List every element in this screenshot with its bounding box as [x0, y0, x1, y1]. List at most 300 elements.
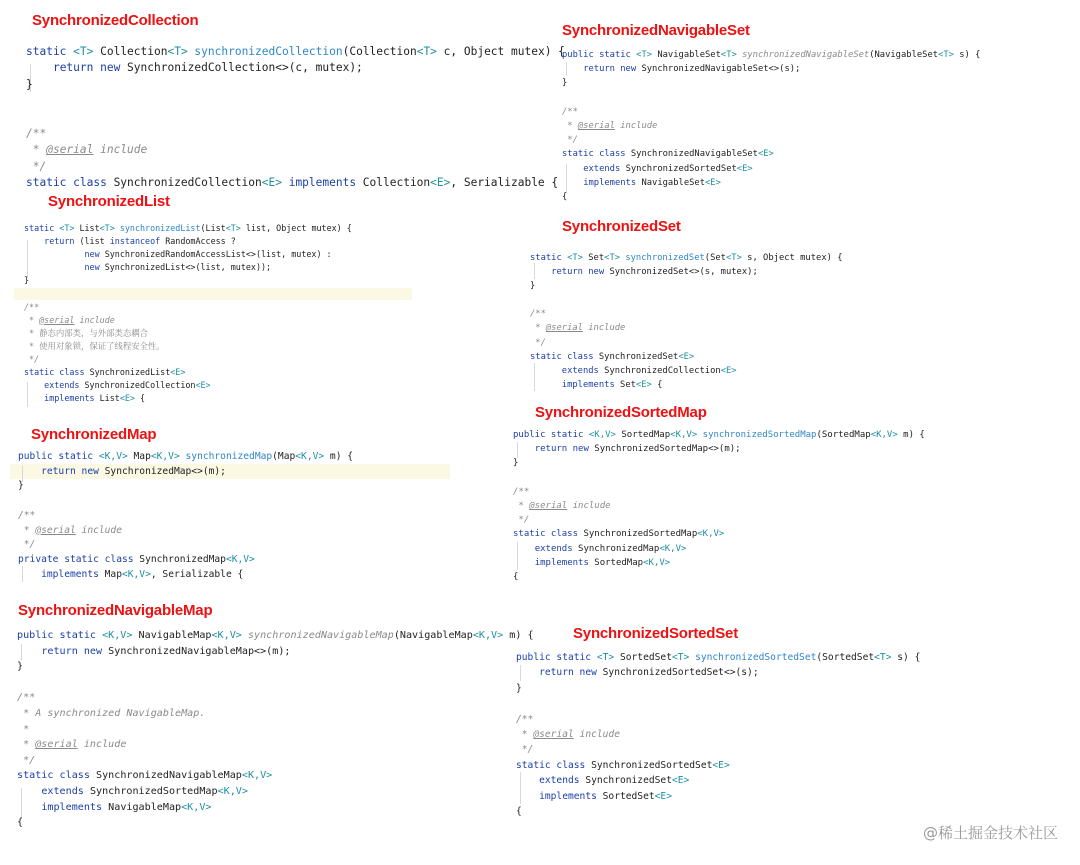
code-token: <T>: [225, 223, 241, 233]
code-token: }: [17, 661, 24, 673]
code-token: extends: [583, 163, 626, 174]
code-token: include: [573, 729, 620, 741]
code-token: <T>: [99, 223, 120, 233]
code-line: [562, 48, 980, 62]
code-token: SynchronizedSortedSet: [591, 759, 713, 771]
block-synchronized-sorted-map: [513, 404, 983, 584]
code-token: return new: [534, 444, 595, 455]
code-line: [18, 509, 353, 524]
code-line: [24, 340, 352, 353]
code-listing: [513, 428, 925, 584]
code-line: [26, 60, 565, 76]
code-token: */: [530, 337, 546, 348]
code-line: [24, 287, 352, 300]
code-token: include: [74, 314, 115, 325]
code-token: <T>: [874, 652, 892, 663]
code-token: <K,V>: [98, 451, 134, 462]
code-token: list, Object mutex) {: [240, 223, 352, 233]
code-token: synchronizedSet: [625, 253, 705, 263]
code-listing: [562, 48, 980, 204]
code-token: @serial: [35, 739, 78, 751]
code-token: SynchronizedSortedSet: [625, 163, 737, 174]
code-token: @serial: [46, 143, 94, 157]
code-token: include: [582, 323, 626, 334]
code-line: [513, 485, 925, 499]
code-token: return new: [41, 645, 109, 657]
code-token: {: [651, 379, 663, 390]
code-token: [24, 236, 44, 246]
code-line: [17, 659, 534, 675]
code-token: , Serializable {: [150, 568, 244, 580]
code-token: Map: [104, 568, 122, 580]
code-token: return: [44, 236, 80, 247]
code-token: @serial: [529, 501, 568, 512]
code-token: extends: [41, 785, 90, 797]
code-token: */: [18, 539, 36, 551]
code-line: [26, 142, 565, 158]
code-token: synchronizedCollection: [194, 45, 343, 58]
code-token: m) {: [324, 451, 354, 462]
code-line: [530, 321, 843, 335]
code-line: [24, 274, 352, 287]
code-token: extends: [539, 775, 586, 787]
code-line: [516, 681, 920, 696]
code-token: implements: [539, 790, 603, 802]
code-token: (List: [200, 223, 226, 233]
code-token: [24, 262, 85, 272]
code-line: [530, 378, 843, 392]
code-token: <E>: [757, 149, 774, 160]
code-token: public static: [18, 451, 99, 462]
code-token: synchronizedSortedMap: [702, 430, 817, 440]
code-token: <T>: [416, 45, 437, 58]
code-token: SynchronizedSortedMap: [583, 529, 698, 540]
code-token: NavigableSet: [657, 50, 721, 60]
block-synchronized-collection: [26, 12, 566, 190]
code-token: implements: [288, 176, 363, 190]
code-line: [516, 665, 920, 680]
code-token: <E>: [671, 775, 690, 787]
code-line: [17, 753, 534, 769]
code-token: SynchronizedSet: [585, 775, 672, 787]
code-token: [530, 380, 562, 390]
code-token: m) {: [503, 630, 534, 641]
code-token: (Collection: [342, 45, 417, 58]
code-token: [24, 380, 44, 390]
code-token: *: [24, 327, 40, 338]
code-token: implements: [41, 568, 105, 580]
code-token: instanceof: [109, 236, 166, 247]
code-line: [516, 696, 920, 711]
section-title: SynchronizedSortedMap: [535, 404, 707, 421]
code-line: [26, 44, 565, 60]
code-token: SynchronizedCollection: [84, 380, 196, 391]
code-token: static: [26, 45, 74, 58]
code-token: [516, 775, 539, 786]
code-token: <E>: [170, 367, 186, 378]
code-listing: [26, 44, 568, 192]
code-token: *: [562, 121, 578, 132]
block-synchronized-navigable-map: [17, 602, 557, 837]
code-token: <K,V>: [588, 430, 622, 440]
code-listing: [17, 628, 534, 831]
code-token: static class: [516, 759, 592, 771]
code-token: SortedSet: [619, 652, 672, 663]
code-line: [562, 62, 980, 76]
code-token: SynchronizedCollection<>(c, mutex);: [127, 61, 363, 75]
code-token: extends: [44, 380, 85, 391]
code-token: <K,V>: [697, 529, 725, 540]
code-token: NavigableSet: [641, 177, 706, 188]
code-token: <T>: [567, 253, 589, 263]
code-token: s) {: [891, 652, 921, 663]
code-token: <K,V>: [211, 630, 248, 641]
code-token: SynchronizedMap: [139, 553, 226, 565]
code-line: [24, 314, 352, 327]
code-token: List: [99, 393, 120, 404]
code-token: <T>: [671, 652, 696, 663]
code-token: synchronizedSortedSet: [695, 652, 817, 663]
code-token: extends: [561, 365, 605, 376]
code-token: <T>: [636, 50, 658, 60]
code-token: <K,V>: [150, 451, 186, 462]
code-token: SynchronizedCollection: [604, 365, 721, 376]
code-line: [24, 222, 352, 235]
code-token: <E>: [720, 365, 737, 376]
code-token: /**: [26, 127, 47, 141]
code-token: static class: [24, 367, 90, 378]
code-token: include: [93, 143, 148, 157]
code-token: [24, 393, 44, 403]
code-token: extends: [534, 543, 579, 554]
code-token: public static: [17, 630, 103, 641]
code-token: SynchronizedSet: [598, 351, 679, 362]
code-line: [24, 261, 352, 274]
code-token: @serial: [577, 121, 615, 132]
code-line: [562, 190, 980, 204]
code-token: SynchronizedMap<>(m);: [104, 465, 226, 477]
code-listing: [516, 650, 920, 819]
code-token: m) {: [897, 430, 925, 440]
code-line: [513, 513, 925, 527]
code-token: }: [26, 77, 33, 91]
code-token: include: [75, 524, 122, 536]
code-token: RandomAccess ?: [165, 236, 236, 247]
code-token: <E>: [261, 176, 289, 190]
code-line: [513, 499, 925, 513]
code-token: public static: [562, 50, 637, 60]
code-token: */: [516, 744, 534, 756]
code-token: implements: [583, 177, 642, 188]
code-token: implements: [561, 379, 621, 390]
code-token: s) {: [953, 50, 981, 60]
code-line: [562, 162, 980, 176]
code-token: @serial: [35, 524, 76, 536]
code-token: <E>: [195, 380, 211, 391]
code-token: c, Object mutex) {: [436, 45, 565, 58]
code-token: <K,V>: [643, 557, 671, 568]
code-line: [562, 76, 980, 90]
code-token: SynchronizedSortedMap<>(m);: [594, 444, 741, 455]
code-token: *: [26, 143, 47, 157]
code-token: <K,V>: [241, 770, 273, 782]
code-line: [562, 147, 980, 161]
code-line: [18, 568, 353, 583]
code-token: 静态内部类，与外部类态耦合: [39, 327, 149, 338]
code-token: [562, 64, 583, 74]
code-token: SynchronizedNavigableSet<>(s);: [641, 64, 801, 75]
code-listing: [530, 251, 843, 392]
code-token: Map: [133, 451, 151, 462]
code-token: static: [530, 253, 568, 263]
section-title: SynchronizedList: [48, 193, 170, 210]
code-token: [26, 61, 53, 74]
code-token: /**: [530, 309, 546, 320]
code-token: SynchronizedSet<>(s, mutex);: [609, 267, 758, 278]
code-token: [513, 444, 535, 454]
code-line: [516, 742, 920, 757]
code-listing: [24, 222, 352, 405]
code-token: <K,V>: [472, 630, 504, 641]
section-title: SynchronizedSortedSet: [573, 625, 738, 642]
code-token: */: [17, 754, 36, 766]
code-line: [513, 428, 925, 442]
code-token: *: [24, 314, 40, 325]
code-token: SynchronizedNavigableMap<>(m);: [108, 645, 291, 657]
code-line: [18, 450, 353, 465]
code-token: <T>: [167, 45, 195, 58]
code-token: implements: [534, 557, 595, 568]
code-token: public static: [513, 430, 589, 440]
code-line: [24, 392, 352, 405]
code-token: [24, 249, 85, 259]
code-token: {: [562, 192, 568, 203]
code-token: {: [134, 393, 146, 404]
section-title: SynchronizedNavigableMap: [18, 602, 213, 619]
code-token: /**: [562, 106, 578, 117]
watermark: @稀土掘金技术社区: [922, 824, 1058, 842]
code-token: return new: [52, 61, 128, 75]
code-line: [18, 538, 353, 553]
code-token: synchronizedMap: [185, 451, 273, 462]
code-token: <K,V>: [295, 451, 325, 462]
code-line: [513, 442, 925, 456]
code-line: [26, 159, 565, 175]
code-token: <E>: [712, 759, 730, 771]
code-token: NavigableMap: [108, 801, 182, 813]
code-token: static class: [26, 176, 114, 190]
code-token: public static: [516, 652, 597, 663]
code-token: <T>: [59, 223, 80, 233]
block-synchronized-navigable-set: [562, 22, 1032, 207]
code-line: [26, 126, 565, 142]
code-line: [513, 527, 925, 541]
code-token: <T>: [725, 253, 742, 263]
code-token: SynchronizedList<>(list, mutex));: [104, 262, 272, 273]
code-line: [530, 364, 843, 378]
code-token: /**: [18, 509, 36, 521]
section-title: SynchronizedCollection: [32, 12, 199, 29]
code-token: include: [614, 121, 658, 132]
code-token: <K,V>: [102, 630, 139, 641]
code-token: */: [562, 135, 578, 146]
code-token: SortedMap: [621, 430, 671, 440]
code-token: @serial: [533, 729, 574, 741]
code-token: SynchronizedSortedSet<>(s);: [602, 667, 759, 679]
code-token: synchronizedNavigableMap: [247, 630, 394, 641]
code-token: <E>: [736, 163, 753, 174]
code-token: [17, 786, 41, 797]
code-token: <K,V>: [181, 801, 212, 813]
code-token: new: [84, 249, 105, 260]
code-token: static class: [530, 351, 599, 362]
code-line: [24, 379, 352, 392]
code-line: [26, 77, 568, 93]
code-line: [516, 773, 920, 788]
code-line: [24, 235, 352, 248]
code-line: [530, 293, 843, 307]
code-token: implements: [41, 801, 109, 813]
code-token: <T>: [720, 50, 743, 60]
code-token: <T>: [596, 652, 620, 663]
code-line: [17, 800, 534, 816]
code-token: [18, 466, 41, 477]
code-token: NavigableMap: [138, 630, 212, 641]
code-line: [24, 327, 352, 340]
code-token: [530, 267, 551, 277]
code-line: [17, 690, 534, 706]
code-line: [24, 353, 352, 366]
code-token: }: [530, 281, 536, 292]
code-token: [513, 558, 535, 568]
code-line: [17, 675, 534, 691]
code-line: [516, 758, 920, 773]
code-token: Collection: [100, 45, 168, 58]
block-synchronized-sorted-set: [516, 625, 986, 820]
code-line: [18, 494, 353, 509]
code-token: */: [513, 515, 530, 526]
code-token: {: [513, 572, 519, 583]
code-token: <E>: [654, 790, 672, 802]
code-line: [530, 336, 843, 350]
code-token: static class: [513, 529, 584, 540]
code-line: [17, 722, 534, 741]
code-token: }: [516, 682, 522, 694]
code-token: [516, 791, 539, 802]
code-line: [18, 479, 353, 494]
code-line: [562, 91, 980, 105]
code-line: [562, 176, 980, 190]
code-line: [562, 133, 980, 147]
code-token: [18, 569, 41, 580]
code-line: [26, 175, 565, 191]
code-token: (Set: [704, 253, 726, 263]
section-title: SynchronizedMap: [31, 426, 157, 443]
code-token: SortedSet: [602, 790, 655, 802]
code-token: {: [17, 817, 24, 829]
code-token: s, Object mutex) {: [741, 253, 843, 263]
code-token: *: [17, 723, 30, 735]
block-synchronized-list: [24, 193, 424, 408]
code-token: SynchronizedNavigableSet: [630, 149, 758, 160]
code-line: [17, 784, 534, 800]
code-token: <K,V>: [670, 430, 703, 440]
code-token: [17, 646, 41, 657]
code-token: Set: [588, 253, 605, 263]
code-line: [513, 456, 925, 470]
code-line: [17, 815, 534, 831]
code-token: *: [530, 323, 546, 334]
code-token: [562, 164, 583, 174]
code-token: new: [84, 262, 105, 273]
code-token: (NavigableSet: [869, 50, 939, 60]
block-synchronized-map: [18, 426, 458, 586]
code-token: <K,V>: [217, 785, 248, 797]
code-line: [530, 307, 843, 321]
code-token: SynchronizedRandomAccessList<>(list, mutex) :: [104, 249, 332, 260]
code-token: SynchronizedNavigableMap: [96, 770, 242, 782]
code-token: , Serializable {: [450, 176, 559, 190]
code-token: [513, 544, 535, 554]
code-token: [562, 178, 583, 188]
code-token: SortedMap: [594, 557, 644, 568]
code-token: <E>: [678, 351, 695, 362]
code-line: [17, 768, 534, 784]
section-title: SynchronizedNavigableSet: [562, 22, 750, 39]
code-token: /**: [24, 301, 40, 312]
code-line: [24, 366, 352, 379]
code-token: Set: [620, 379, 636, 390]
code-token: [516, 667, 539, 678]
code-token: *: [516, 729, 534, 741]
code-line: [24, 301, 352, 314]
code-token: }: [24, 275, 30, 286]
code-line: [18, 465, 353, 480]
code-line: [18, 553, 353, 568]
code-token: @serial: [545, 323, 583, 334]
code-token: <E>: [635, 379, 652, 390]
code-line: [513, 570, 925, 584]
code-token: SynchronizedList: [89, 367, 171, 378]
code-token: {: [516, 806, 522, 818]
code-token: Collection: [362, 176, 431, 190]
code-token: *: [17, 739, 36, 751]
code-token: static class: [562, 149, 631, 160]
code-token: (NavigableMap: [393, 630, 473, 641]
code-line: [17, 706, 534, 722]
code-token: return new: [41, 465, 105, 477]
code-token: }: [562, 78, 568, 89]
block-synchronized-set: [530, 218, 930, 398]
code-line: [516, 804, 920, 819]
code-token: include: [567, 501, 611, 512]
code-token: /**: [516, 713, 534, 725]
code-line: [562, 119, 980, 133]
code-token: private static class: [18, 553, 140, 565]
code-line: [17, 644, 534, 660]
code-line: [516, 650, 920, 665]
code-line: [530, 279, 843, 293]
code-line: [18, 524, 353, 539]
code-line: [516, 712, 920, 727]
code-line: [26, 93, 565, 109]
code-line: [26, 110, 565, 126]
code-token: (SortedSet: [816, 652, 875, 663]
code-token: 使用对象锁，保证了线程安全性。: [39, 340, 165, 351]
code-token: include: [77, 739, 127, 751]
code-line: [562, 105, 980, 119]
code-token: *: [18, 524, 36, 536]
